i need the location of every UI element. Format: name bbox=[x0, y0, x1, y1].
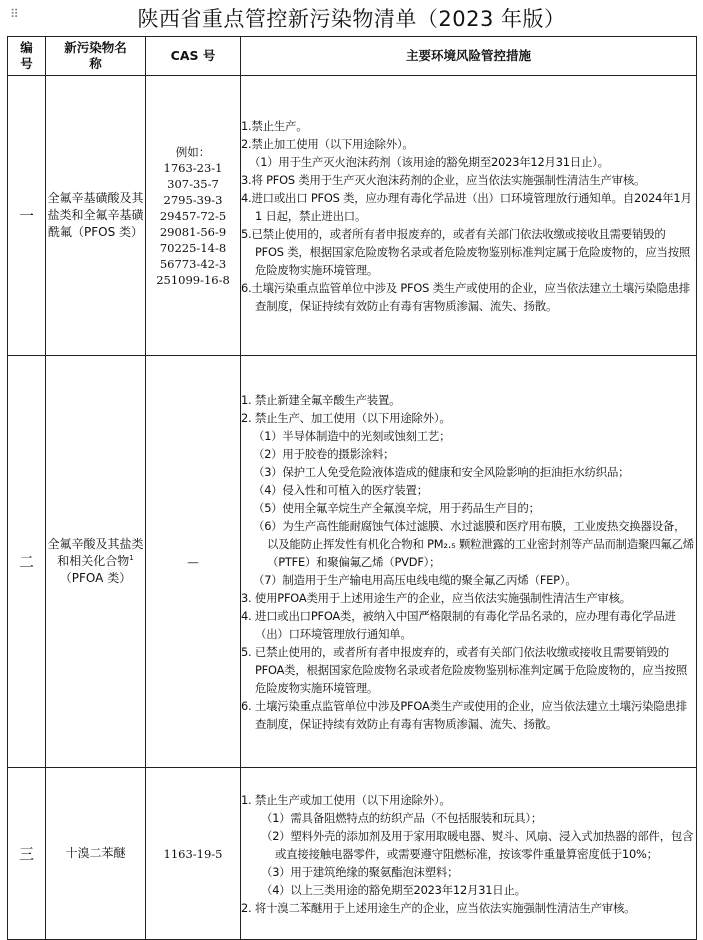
table-row bbox=[8, 768, 697, 940]
measure-item: 1. 禁止新建全氟辛酸生产装置。 bbox=[241, 392, 401, 407]
measure-subitem: （3）保护工人免受危险液体造成的健康和安全风险影响的拒油拒水纺织品； bbox=[253, 464, 630, 479]
measure-item: 4.进口或出口 PFOS 类，应办理有毒化学品进（出）口环境管理放行通知单。自2024年1月1 日起，禁止进出口。 bbox=[241, 190, 692, 223]
measure-item: 3. 使用PFOA类用于上述用途生产的企业，应当依法实施强制性清洁生产审核。 bbox=[241, 590, 631, 605]
measures-cell bbox=[241, 768, 697, 940]
header-cas: CAS 号 bbox=[146, 37, 241, 76]
drag-handle-icon[interactable]: ⠿ bbox=[10, 7, 18, 21]
measure-subitem: （5）使用全氟辛烷生产全氟溴辛烷，用于药品生产目的； bbox=[253, 500, 540, 515]
measure-item: 1.禁止生产。 bbox=[241, 118, 308, 133]
cas-number: 70225-14-8 bbox=[159, 240, 227, 255]
measure-subitem: （4）以上三类用途的豁免期至2023年12月31日止。 bbox=[261, 882, 526, 897]
measure-subitem: （3）用于建筑绝缘的聚氨酯泡沫塑料； bbox=[261, 864, 459, 879]
row-number: 二 bbox=[8, 356, 46, 768]
measure-item: 2. 将十溴二苯醚用于上述用途生产的企业，应当依法实施强制性清洁生产审核。 bbox=[241, 900, 636, 915]
cas-number: 1163-19-5 bbox=[146, 768, 241, 940]
header-no-label: 编号 bbox=[20, 40, 33, 71]
pollutant-table bbox=[7, 36, 697, 940]
header-measures: 主要环境风险管控措施 bbox=[241, 37, 697, 76]
measure-item: 1. 禁止生产或加工使用（以下用途除外）。 bbox=[241, 792, 451, 807]
pollutant-name: 全氟辛基磺酸及其盐类和全氟辛基磺酰氟（PFOS 类） bbox=[46, 76, 146, 356]
measures-cell bbox=[241, 356, 697, 768]
cas-number: 56773-42-3 bbox=[159, 256, 227, 271]
cas-number: 307-35-7 bbox=[167, 176, 219, 191]
header-name bbox=[46, 37, 146, 76]
row-number: 一 bbox=[8, 76, 46, 356]
measure-subitem: （1）半导体制造中的光刻或蚀刻工艺； bbox=[253, 428, 451, 443]
cas-prefix: 例如： bbox=[175, 144, 211, 159]
measure-item: 2.禁止加工使用（以下用途除外）。 bbox=[241, 136, 414, 151]
cas-number: 251099-16-8 bbox=[156, 272, 230, 287]
measure-item: 4. 进口或出口PFOA类，被纳入中国严格限制的有毒化学品名录的，应办理有毒化学品进（出）口环境管理放行通知单。 bbox=[241, 608, 676, 641]
table-header-row bbox=[8, 37, 697, 76]
measure-item: 2. 禁止生产、加工使用（以下用途除外）。 bbox=[241, 410, 451, 425]
measure-item: 6.土壤污染重点监管单位中涉及 PFOS 类生产或使用的企业，应当依法建立土壤污染隐患排查制度，保证持续有效防止有毒有害物质渗漏、流失、扬散。 bbox=[241, 280, 690, 313]
measure-item: 3.将 PFOS 类用于生产灭火泡沫药剂的企业，应当依法实施强制性清洁生产审核。 bbox=[241, 172, 646, 187]
measure-subitem: （2）用于胶卷的摄影涂料； bbox=[253, 446, 395, 461]
measures-cell bbox=[241, 76, 697, 356]
measure-subitem: （2）塑料外壳的添加剂及用于家用取暖电器、熨斗、风扇、浸入式加热器的部件，包含或直接接触电器零件，或需要遵守阻燃标准，按该零件重量算密度低于10%； bbox=[261, 828, 694, 861]
cas-number: 1763-23-1 bbox=[163, 160, 223, 175]
pollutant-name-suffix: （PFOA 类） bbox=[59, 571, 132, 585]
measure-item: 5. 已禁止使用的，或者所有者申报废弃的，或者有关部门依法收缴或接收且需要销毁的PFOA类，根据国家危险废物名录或者危险废物鉴别标准判定属于危险废物的，应当按照危险废物实施环境管理。 bbox=[241, 644, 688, 695]
row-number: 三 bbox=[8, 768, 46, 940]
measure-subitem: （4）侵入性和可植入的医疗装置； bbox=[253, 482, 428, 497]
table-row bbox=[8, 356, 697, 768]
measure-subitem: （7）制造用于生产输电用高压电线电缆的聚全氟乙丙烯（FEP）。 bbox=[253, 572, 577, 587]
pollutant-name-cell bbox=[46, 356, 146, 768]
header-name-label: 新污染物名称 bbox=[64, 40, 127, 71]
cas-cell bbox=[146, 76, 241, 356]
table-row bbox=[8, 76, 697, 356]
pollutant-name: 十溴二苯醚 bbox=[46, 768, 146, 940]
footnote-marker: 1 bbox=[129, 554, 134, 562]
pollutant-name: 全氟辛酸及其盐类和相关化合物 bbox=[47, 537, 144, 568]
measure-subitem: （1）需具备阻燃特点的纺织产品（不包括服装和玩具）； bbox=[261, 810, 543, 825]
cas-number: 2795-39-3 bbox=[163, 192, 223, 207]
measure-subitem: （6）为生产高性能耐腐蚀气体过滤膜、水过滤膜和医疗用布膜，工业废热交换器设备，以及能防止挥发性有机化合物和 PM₂.₅ 颗粒泄露的工业密封剂等产品而制造聚四氟乙烯（PTFE）和聚偏氟乙烯（PVDF）； bbox=[253, 518, 694, 569]
cas-number: 29081-56-9 bbox=[159, 224, 227, 239]
header-no bbox=[8, 37, 46, 76]
cas-number: 29457-72-5 bbox=[159, 208, 227, 223]
page-title: 陕西省重点管控新污染物清单（2023 年版） bbox=[137, 7, 566, 31]
measure-subitem: （1）用于生产灭火泡沫药剂（该用途的豁免期至2023年12月31日止）。 bbox=[249, 154, 609, 169]
cas-number: — bbox=[146, 356, 241, 768]
measure-item: 6. 土壤污染重点监管单位中涉及PFOA类生产或使用的企业，应当依法建立土壤污染隐患排查制度，保证持续有效防止有毒有害物质渗漏、流失、扬散。 bbox=[241, 698, 687, 731]
measure-item: 5.已禁止使用的，或者所有者申报废弃的，或者有关部门依法收缴或接收且需要销毁的 PFOS 类，根据国家危险废物名录或者危险废物鉴别标准判定属于危险废物的，应当按照危险废物实施环境管理。 bbox=[241, 226, 691, 277]
